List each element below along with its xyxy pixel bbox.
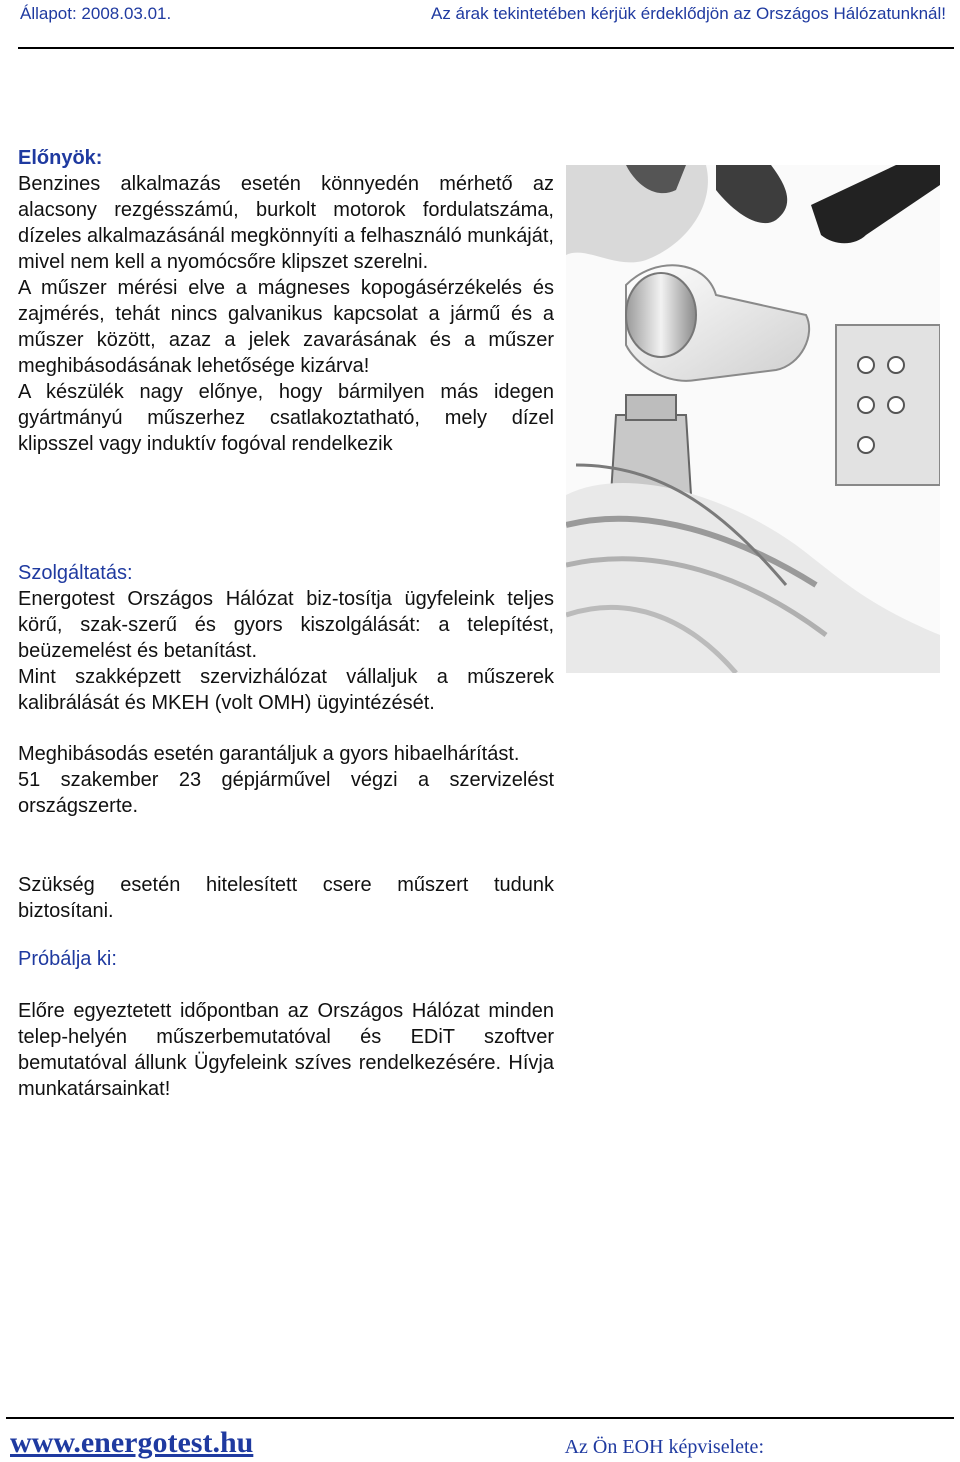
replacement-section [18,872,554,924]
footer-divider [6,1417,954,1419]
advantages-title: Előnyök: [18,147,103,169]
advantages-section [18,145,554,457]
price-notice: Az árak tekintetében kérjük érdeklődjön az Országos Hálózatunknál! [430,4,946,23]
advantages-paragraph: A műszer mérési elve a mágneses kopogásérzékelés és zajmérés, tehát nincs galvanikus kapcsolat a jármű és a műszer között, azaz a jelek zavarásának és a műszer meghibásodásának lehetősége kizárva! [18,277,554,377]
trial-section [18,946,554,972]
service-paragraph: Szükség esetén hitelesített csere műszert tudunk biztosítani. [18,874,554,922]
status-date: Állapot: 2008.03.01. [20,4,172,23]
website-link[interactable]: www.energotest.hu [10,1426,254,1459]
service-title: Szolgáltatás: [18,562,133,584]
service-paragraph: Energotest Országos Hálózat biz-tosítja ügyfeleink teljes körű, szak-szerű és gyors kiszolgálását: a telepítést, beüzemelést és betanítást. [18,588,554,662]
advantages-paragraph: A készülék nagy előnye, hogy bármilyen más idegen gyártmányú műszerhez csatlakoztatható, mely dízel klipsszel vagy induktív fogóval rendelkezik [18,381,554,455]
service-paragraph: 51 szakember 23 gépjárművel végzi a szervizelést országszerte. [18,769,554,817]
advantages-paragraph: Benzines alkalmazás esetén könnyedén mérhető az alacsony rezgésszámú, burkolt motorok fordulatszáma, dízeles alkalmazásánál megkönnyíti a felhasználó munkáját, mivel nem kell a nyomócsőre klipszet szerelni. [18,173,554,273]
trial-body [18,998,554,1102]
trial-paragraph: Előre egyeztetett időpontban az Országos Hálózat minden telep-helyén műszerbemutatóval és EDiT szoftver bemutatóval állunk Ügyfeleink szíves rendelkezésére. Hívja munkatársainkat! [18,1000,554,1100]
service-paragraph: Mint szakképzett szervizhálózat vállaljuk a műszerek kalibrálását és MKEH (volt OMH) ügyintézését. [18,666,554,714]
representative-label: Az Ön EOH képviselete: [564,1436,764,1458]
page-header [0,0,960,50]
trial-title: Próbálja ki: [18,948,117,970]
product-photo [566,165,940,673]
repair-section [18,741,554,819]
header-divider [18,47,954,49]
service-section [18,560,554,716]
service-paragraph: Meghibásodás esetén garantáljuk a gyors hibaelhárítást. [18,743,520,765]
